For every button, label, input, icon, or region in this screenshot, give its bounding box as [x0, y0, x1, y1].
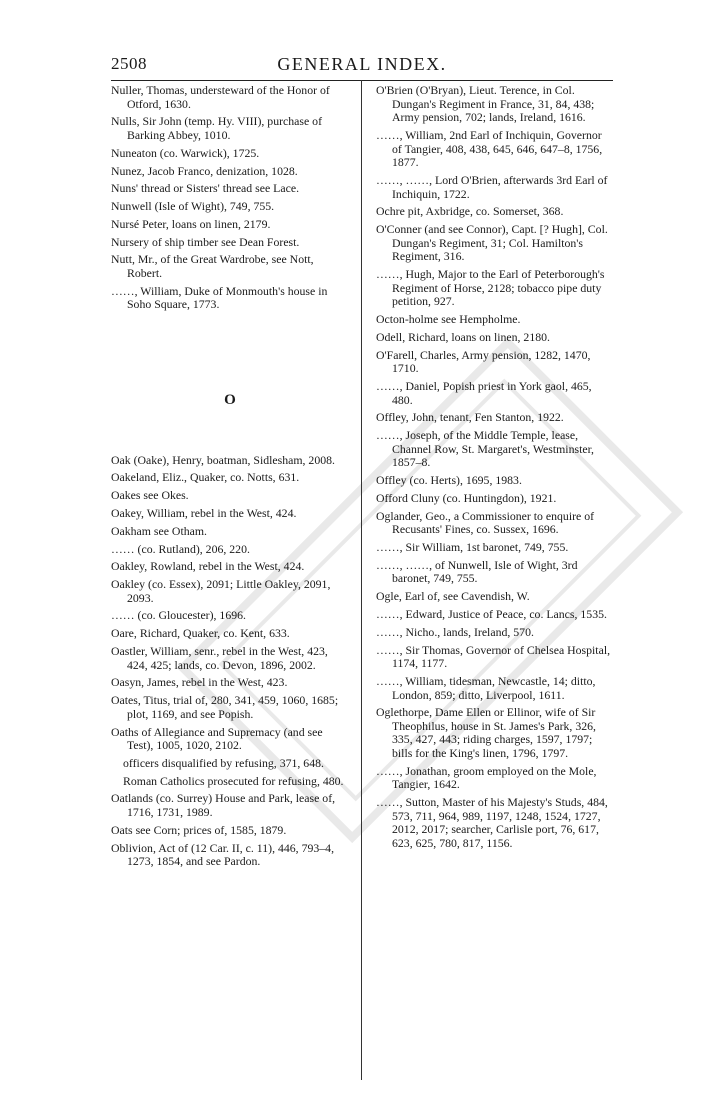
index-entry: Oates, Titus, trial of, 280, 341, 459, 1060, 1685; plot, 1169, and see Popish. — [111, 693, 339, 721]
index-entry: ……, Sir William, 1st baronet, 749, 755. — [376, 540, 569, 555]
index-entry: Oglethorpe, Dame Ellen or Ellinor, wife of Sir Theophilus, house in St. James's Park, 326, 335, 427, 443; riding charges, 1597, 1797; bills for the King's linen, 1796, 1797. — [376, 705, 596, 761]
index-entry: ……, ……, of Nunwell, Isle of Wight, 3rd baronet, 749, 755. — [376, 557, 578, 586]
index-entry: Nuneaton (co. Warwick), 1725. — [111, 145, 260, 160]
index-entry: Oakham see Otham. — [111, 523, 207, 538]
index-entry: Oastler, William, senr., rebel in the West, 423, 424, 425; lands, co. Devon, 1896, 2002. — [111, 644, 328, 672]
index-entry: ……, William, Duke of Monmouth's house in Soho Square, 1773. — [111, 283, 328, 312]
index-entry: ……, Sutton, Master of his Majesty's Studs, 484, 573, 711, 964, 989, 1197, 1248, 1524, 1727, 2012, 2017; searcher, Carlisle port, 76, 617, 623, 625, 780, 817, 1156. — [376, 795, 608, 850]
index-entry: …… (co. Gloucester), 1696. — [111, 608, 246, 623]
index-entry: Oakeland, Eliz., Quaker, co. Notts, 631. — [111, 470, 300, 485]
index-entry: ……, Joseph, of the Middle Temple, lease, Channel Row, St. Margaret's, Westminster, 1857–8. — [376, 428, 594, 470]
index-entry: Roman Catholics prosecuted for refusing, 480. — [123, 773, 344, 788]
index-entry: Ochre pit, Axbridge, co. Somerset, 368. — [376, 204, 564, 219]
index-entry: ……, Nicho., lands, Ireland, 570. — [376, 624, 534, 639]
index-entry: Oasyn, James, rebel in the West, 423. — [111, 675, 288, 690]
index-entry: Offord Cluny (co. Huntingdon), 1921. — [376, 490, 557, 505]
index-entry: Offley, John, tenant, Fen Stanton, 1922. — [376, 410, 564, 425]
page-header — [111, 54, 613, 81]
left-column — [111, 84, 349, 873]
index-entry: Nuns' thread or Sisters' thread see Lace. — [111, 181, 300, 196]
index-entry: Oblivion, Act of (12 Car. II, c. 11), 446, 793–4, 1273, 1854, and see Pardon. — [111, 840, 335, 869]
index-entry: Nunwell (Isle of Wight), 749, 755. — [111, 199, 275, 214]
index-entry: Oglander, Geo., a Commissioner to enquire of Recusants' Fines, co. Sussex, 1696. — [376, 508, 595, 537]
index-entry: Oakes see Okes. — [111, 488, 189, 503]
index-entry: Odell, Richard, loans on linen, 2180. — [376, 329, 550, 344]
index-entry: Nulls, Sir John (temp. Hy. VIII), purchase of Barking Abbey, 1010. — [111, 114, 322, 142]
index-entry: ……, Daniel, Popish priest in York gaol, 465, 480. — [376, 378, 592, 407]
index-entry: O'Farell, Charles, Army pension, 1282, 1470, 1710. — [376, 347, 591, 376]
index-entry: ……, William, 2nd Earl of Inchiquin, Governor of Tangier, 408, 438, 645, 646, 647–8, 1756, 1877. — [376, 127, 603, 170]
right-column — [376, 84, 614, 855]
index-entry: Oaths of Allegiance and Supremacy (and see Test), 1005, 1020, 2102. — [111, 724, 323, 753]
index-entry: Nursé Peter, loans on linen, 2179. — [111, 216, 271, 231]
index-entry: Oare, Richard, Quaker, co. Kent, 633. — [111, 626, 290, 641]
index-entry: Octon-holme see Hempholme. — [376, 312, 521, 327]
index-entry: Oak (Oake), Henry, boatman, Sidlesham, 2008. — [111, 452, 335, 467]
page-number: 2508 — [111, 54, 147, 73]
index-entry: officers disqualified by refusing, 371, 648. — [123, 755, 324, 770]
column-divider — [361, 80, 362, 1080]
index-entry: Oakey, William, rebel in the West, 424. — [111, 505, 297, 520]
index-entry: Nursery of ship timber see Dean Forest. — [111, 234, 300, 249]
index-entry: Nutt, Mr., of the Great Wardrobe, see Nott, Robert. — [111, 252, 314, 281]
index-entry: ……, Edward, Justice of Peace, co. Lancs, 1535. — [376, 606, 607, 621]
index-entry: O'Brien (O'Bryan), Lieut. Terence, in Col. Dungan's Regiment in France, 31, 84, 438; Army pension, 702; lands, Ireland, 1616. — [376, 83, 595, 125]
index-entry: …… (co. Rutland), 206, 220. — [111, 541, 250, 556]
index-entry: ……, Sir Thomas, Governor of Chelsea Hospital, 1174, 1177. — [376, 642, 611, 671]
index-entry: O'Conner (and see Connor), Capt. [? Hugh], Col. Dungan's Regiment, 31; Col. Hamilton's Regiment, 316. — [376, 222, 608, 264]
index-entry: ……, Hugh, Major to the Earl of Peterborough's Regiment of Horse, 2128; tobacco pipe duty petition, 927. — [376, 267, 605, 309]
index-entry: Ogle, Earl of, see Cavendish, W. — [376, 589, 530, 604]
running-title: GENERAL INDEX. — [277, 54, 447, 74]
index-entry: Nuller, Thomas, understeward of the Honor of Otford, 1630. — [111, 83, 330, 111]
index-entry: Oakley (co. Essex), 2091; Little Oakley, 2091, 2093. — [111, 577, 331, 605]
index-entry: Oatlands (co. Surrey) House and Park, lease of, 1716, 1731, 1989. — [111, 791, 336, 820]
section-letter: O — [224, 392, 236, 408]
index-entry: ……, Jonathan, groom employed on the Mole, Tangier, 1642. — [376, 763, 597, 792]
index-entry: Oats see Corn; prices of, 1585, 1879. — [111, 822, 287, 837]
index-entry: ……, William, tidesman, Newcastle, 14; ditto, London, 859; ditto, Liverpool, 1611. — [376, 673, 596, 702]
index-entry: Nunez, Jacob Franco, denization, 1028. — [111, 163, 298, 178]
index-entry: Offley (co. Herts), 1695, 1983. — [376, 473, 522, 488]
index-entry: Oakley, Rowland, rebel in the West, 424. — [111, 559, 305, 574]
index-entry: ……, ……, Lord O'Brien, afterwards 3rd Earl of Inchiquin, 1722. — [376, 172, 608, 201]
